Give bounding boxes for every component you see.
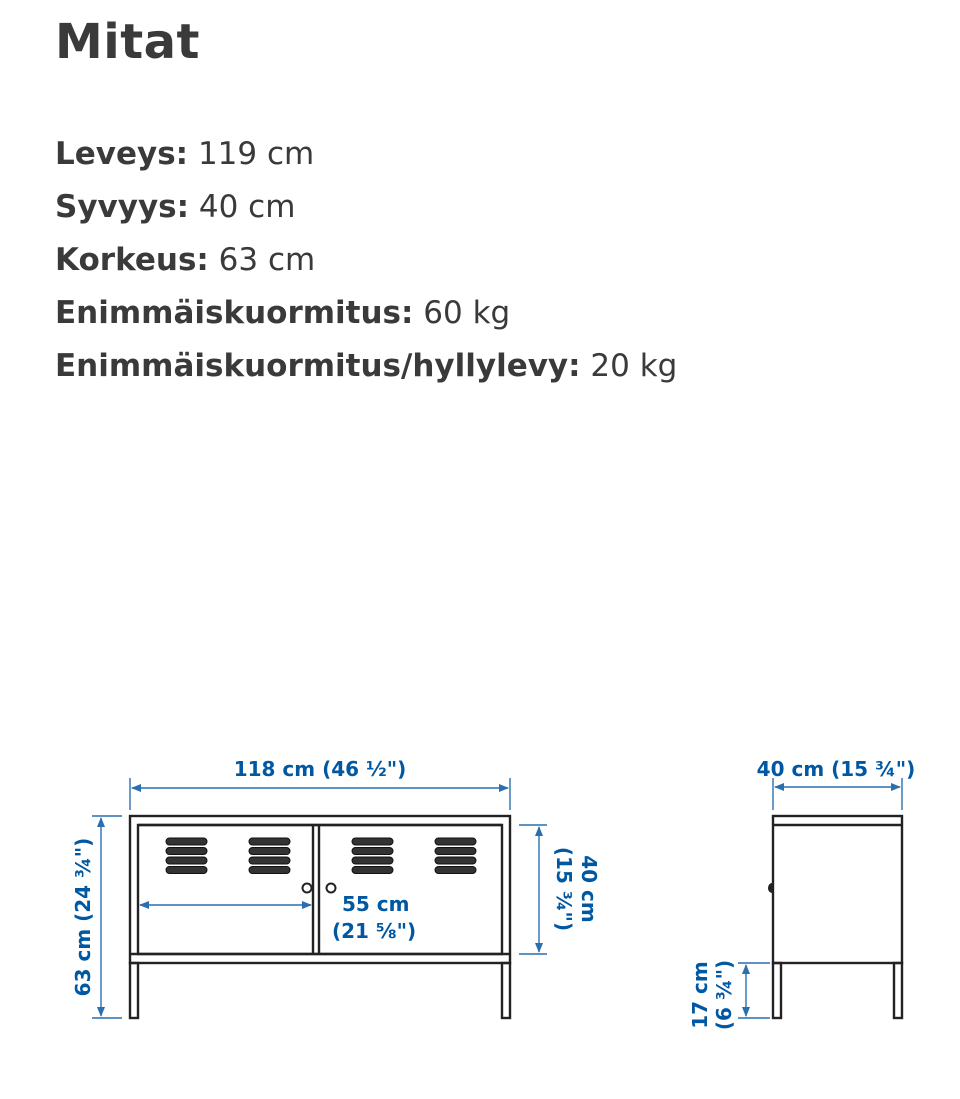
vent-slot xyxy=(249,867,290,874)
vent-slot xyxy=(435,867,476,874)
side-knob xyxy=(768,883,772,893)
vent-slot xyxy=(352,838,393,845)
vent-slot xyxy=(249,857,290,864)
vent-slot xyxy=(166,857,207,864)
door-knob-left xyxy=(303,884,312,893)
front-width-dimension xyxy=(130,757,510,810)
spec-value: 60 kg xyxy=(423,295,511,331)
leg-height-cm-label: 17 cm xyxy=(688,961,712,1029)
inner-height-cm-label: 40 cm xyxy=(577,855,601,923)
door-knob-right xyxy=(327,884,336,893)
spec-label: Syvyys: xyxy=(55,189,190,225)
spec-label: Enimmäiskuormitus: xyxy=(55,295,414,331)
leg-height-dimension xyxy=(688,960,770,1030)
spec-label: Korkeus: xyxy=(55,242,209,278)
side-view-cabinet xyxy=(768,816,902,1018)
vent-slot xyxy=(352,848,393,855)
door-width-cm-label: 55 cm xyxy=(342,892,410,916)
inner-height-dimension xyxy=(519,825,601,954)
spec-label: Leveys: xyxy=(55,136,189,172)
front-view-cabinet xyxy=(130,816,510,1018)
spec-value: 20 kg xyxy=(590,348,678,384)
spec-value: 40 cm xyxy=(198,189,296,225)
vent-slot xyxy=(435,848,476,855)
vent-slot xyxy=(435,838,476,845)
vent-slot xyxy=(249,848,290,855)
spec-label: Enimmäiskuormitus/hyllylevy: xyxy=(55,348,581,384)
leg-height-in-label: (6 ¾") xyxy=(712,959,736,1031)
vent-slot xyxy=(166,848,207,855)
vent-slots xyxy=(166,838,476,874)
vent-slot xyxy=(249,838,290,845)
side-depth-dimension xyxy=(757,757,916,810)
total-height-label: 63 cm (24 ¾") xyxy=(71,837,95,997)
door-width-in-label: (21 ⅝") xyxy=(332,919,417,943)
spec-value: 119 cm xyxy=(197,136,315,172)
vent-slot xyxy=(435,857,476,864)
front-width-label: 118 cm (46 ½") xyxy=(233,757,407,781)
vent-slot xyxy=(352,867,393,874)
vent-slot xyxy=(166,838,207,845)
side-depth-label: 40 cm (15 ¾") xyxy=(756,757,916,781)
page-title: Mitat xyxy=(55,14,200,70)
inner-height-in-label: (15 ¾") xyxy=(552,846,576,932)
vent-slot xyxy=(166,867,207,874)
vent-slot xyxy=(352,857,393,864)
door-width-dimension xyxy=(140,892,416,943)
total-height-dimension xyxy=(71,816,122,1018)
spec-value: 63 cm xyxy=(218,242,316,278)
